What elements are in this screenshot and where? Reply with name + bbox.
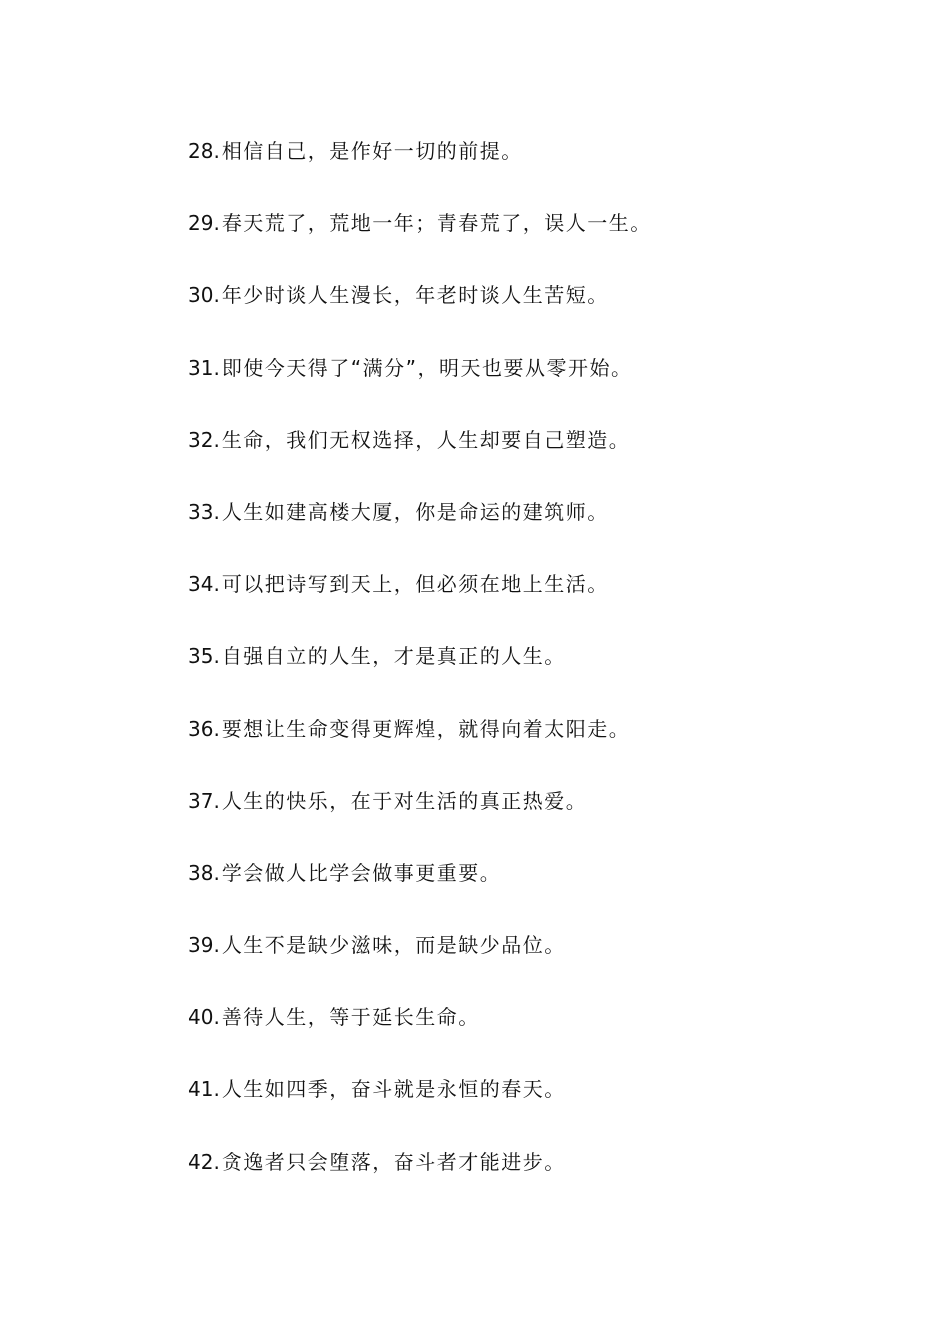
quote-text: 人生不是缺少滋味，而是缺少品位。 <box>221 933 566 958</box>
quote-number: 38. <box>188 860 220 885</box>
quote-number: 40. <box>188 1005 220 1030</box>
quote-number: 41. <box>188 1077 220 1102</box>
quote-number: 39. <box>188 933 220 958</box>
quote-number: 33. <box>188 499 220 524</box>
quote-number: 29. <box>188 211 220 236</box>
quote-item <box>188 786 652 858</box>
quote-number: 30. <box>188 283 220 308</box>
quote-text: 可以把诗写到天上，但必须在地上生活。 <box>221 572 609 597</box>
quote-text: 人生如建高楼大厦，你是命运的建筑师。 <box>221 499 609 524</box>
quote-text: 相信自己，是作好一切的前提。 <box>221 139 523 163</box>
quote-number: 42. <box>188 1149 220 1174</box>
quote-number: 34. <box>188 572 220 597</box>
quote-number: 31. <box>188 355 220 380</box>
quote-item <box>188 280 652 352</box>
quote-number: 32. <box>188 427 220 452</box>
quote-item <box>188 208 652 280</box>
quote-item <box>188 1002 652 1074</box>
quote-text: 要想让生命变得更辉煌，就得向着太阳走。 <box>221 716 631 741</box>
quote-item <box>188 858 652 930</box>
quote-number: 37. <box>188 788 220 813</box>
quote-text: 生命，我们无权选择，人生却要自己塑造。 <box>221 427 631 452</box>
quote-text: 年少时谈人生漫长，年老时谈人生苦短。 <box>221 283 609 308</box>
quote-item <box>188 1147 652 1219</box>
quote-text: 善待人生，等于延长生命。 <box>221 1005 480 1030</box>
quote-text: 贪逸者只会堕落，奋斗者才能进步。 <box>221 1149 566 1174</box>
quote-text: 春天荒了，荒地一年；青春荒了，误人一生。 <box>221 211 652 236</box>
quote-item <box>188 714 652 786</box>
quote-text: 人生的快乐，在于对生活的真正热爱。 <box>221 788 588 813</box>
quote-text: 人生如四季，奋斗就是永恒的春天。 <box>221 1077 566 1102</box>
quote-list <box>188 136 652 1219</box>
quote-item <box>188 353 652 425</box>
quote-text: 学会做人比学会做事更重要。 <box>221 860 502 885</box>
quote-item <box>188 497 652 569</box>
quote-number: 36. <box>188 716 220 741</box>
quote-item <box>188 569 652 641</box>
quote-item <box>188 136 652 208</box>
quote-number: 28. <box>188 139 220 163</box>
quote-item <box>188 930 652 1002</box>
quote-item <box>188 1074 652 1146</box>
quote-number: 35. <box>188 644 220 669</box>
quote-text: 自强自立的人生，才是真正的人生。 <box>221 644 566 669</box>
quote-text: 即使今天得了“满分”，明天也要从零开始。 <box>221 355 633 380</box>
quote-item <box>188 425 652 497</box>
quote-item <box>188 641 652 713</box>
